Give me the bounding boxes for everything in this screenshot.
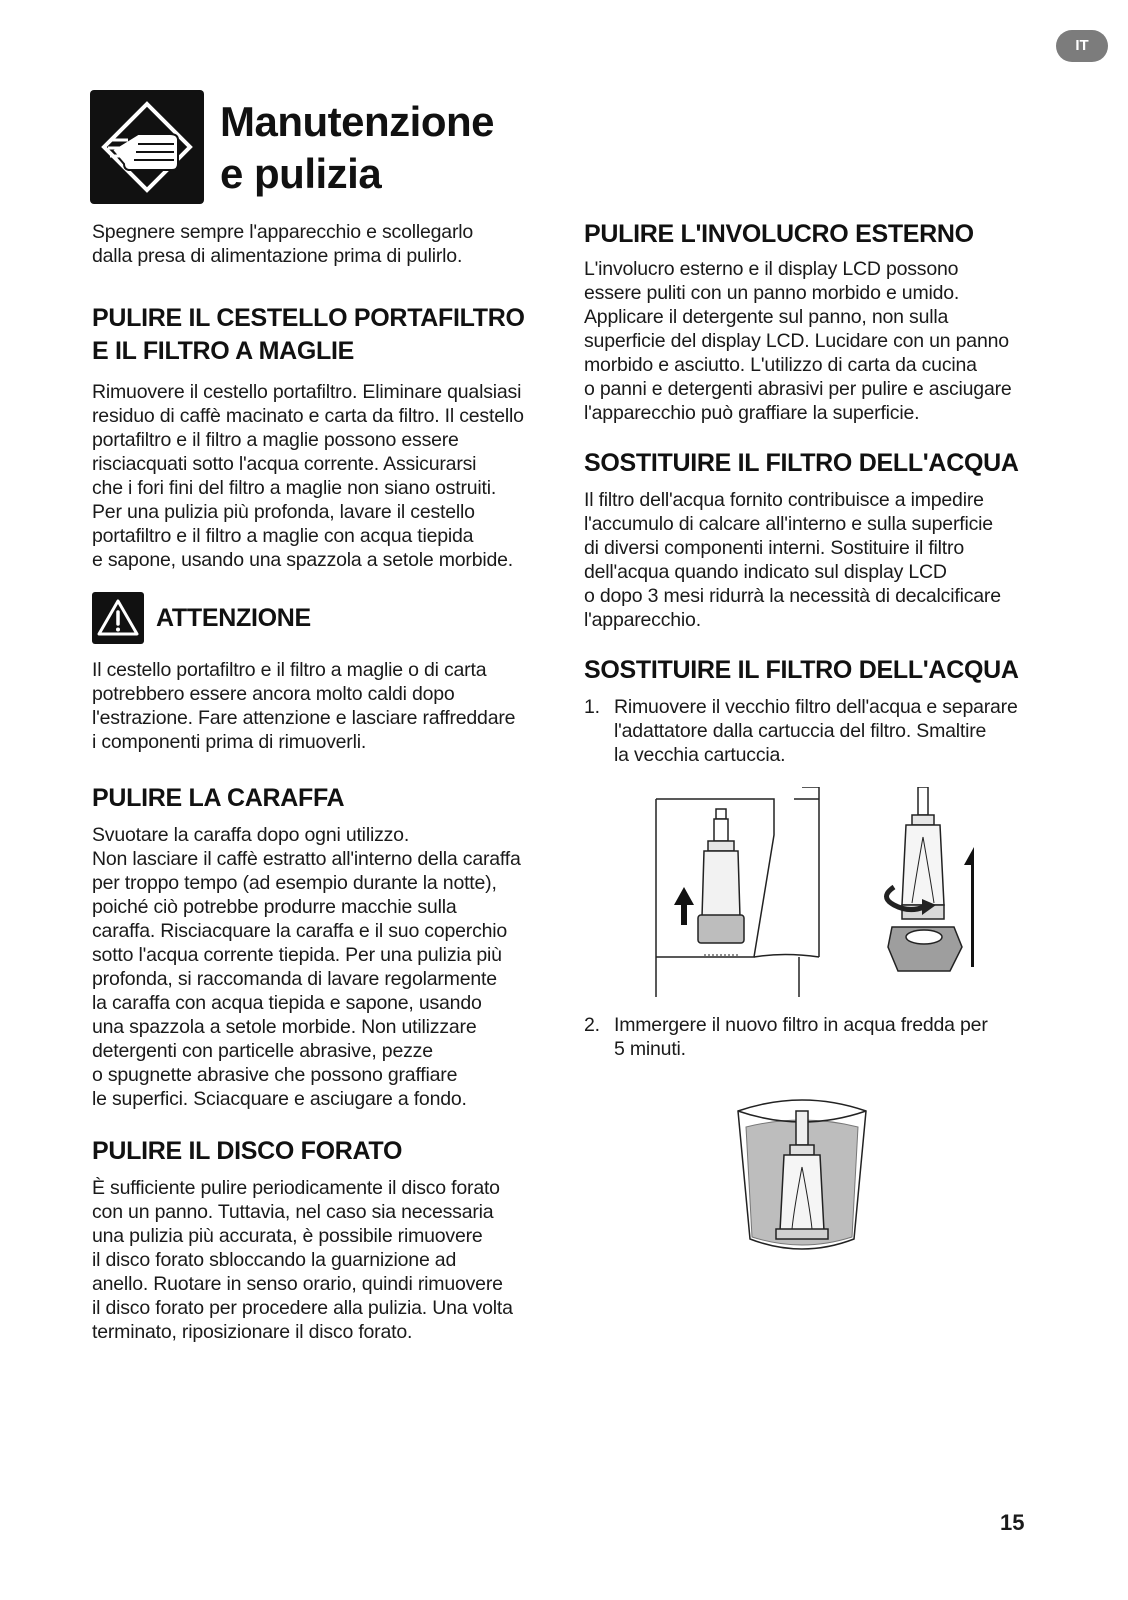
step-1: [584, 695, 1039, 767]
step-2-number: 2.: [584, 1014, 600, 1036]
section-body-housing: L'involucro esterno e il display LCD possono essere puliti con un panno morbido e umido. Applicare il detergente sul panno, non sulla superficie del display LCD. Lucidare con un panno morbido e asciutto. L'utilizzo di carta da cucina o panni e detergenti abrasivi per pulire e asciugare l'apparecchio può graffiare la superficie.: [584, 258, 1012, 424]
warning-icon: [92, 592, 144, 644]
left-column: [92, 220, 547, 1344]
warning-body: Il cestello portafiltro e il filtro a maglie o di carta potrebbero essere ancora molto caldi dopo l'estrazione. Fare attenzione e lasciare raffreddare i componenti prima di rimuoverli.: [92, 659, 516, 753]
step-1-text: Rimuovere il vecchio filtro dell'acqua e separare l'adattatore dalla cartuccia del filtro. Smaltire la vecchia cartuccia.: [614, 696, 1018, 766]
step-2-text: Immergere il nuovo filtro in acqua fredda per 5 minuti.: [614, 1014, 988, 1060]
cleaning-hand-icon: [90, 90, 204, 204]
section-heading-water-filter-steps: SOSTITUIRE IL FILTRO DELL'ACQUA: [584, 656, 1019, 684]
section-heading-disc: PULIRE IL DISCO FORATO: [92, 1137, 403, 1165]
right-column: [584, 218, 1039, 1259]
section-heading-housing: PULIRE L'INVOLUCRO ESTERNO: [584, 220, 974, 248]
section-heading-carafe: PULIRE LA CARAFFA: [92, 784, 345, 812]
section-heading-filter-basket: PULIRE IL CESTELLO PORTAFILTRO E IL FILTRO A MAGLIE: [92, 304, 525, 365]
filter-steps-list-2: [584, 1013, 1039, 1061]
step-2: [584, 1013, 1039, 1061]
title-line-1: Manutenzione: [220, 98, 494, 145]
intro-text: Spegnere sempre l'apparecchio e scollegarlo dalla presa di alimentazione prima di pulirlo.: [92, 221, 474, 267]
step-1-number: 1.: [584, 696, 600, 718]
filter-removal-illustration: [654, 787, 1039, 997]
section-body-disc: È sufficiente pulire periodicamente il disco forato con un panno. Tuttavia, nel caso sia necessaria una pulizia più accurata, è possibile rimuovere il disco forato sbloccando la guarnizione ad anello. Ruotare in senso orario, quindi rimuovere il disco forato per procedere alla pulizia. Una volta terminato, riposizionare il disco forato.: [92, 1177, 513, 1343]
filter-steps-list: [584, 695, 1039, 767]
section-heading-water-filter: SOSTITUIRE IL FILTRO DELL'ACQUA: [584, 449, 1019, 477]
warning-heading: ATTENZIONE: [156, 603, 311, 632]
filter-soaking-illustration: [732, 1089, 1039, 1259]
section-body-water-filter: Il filtro dell'acqua fornito contribuisce a impedire l'accumulo di calcare all'interno e sulla superficie di diversi componenti interni. Sostituire il filtro dell'acqua quando indicato sul display LCD o dopo 3 mesi ridurrà la necessità di decalcificare l'apparecchio.: [584, 489, 1001, 631]
section-body-filter-basket: Rimuovere il cestello portafiltro. Eliminare qualsiasi residuo di caffè macinato e carta da filtro. Il cestello portafiltro e il filtro a maglie possono essere risciacquati sotto l'acqua corrente. Assicurarsi che i fori fini del filtro a maglie non siano ostruiti. Per una pulizia più profonda, lavare il cestello portafiltro e il filtro a maglie con acqua tiepida e sapone, usando una spazzola a setole morbide.: [92, 381, 524, 571]
warning-header: [92, 590, 547, 646]
page-number: 15: [1000, 1510, 1025, 1535]
page-title: [220, 96, 494, 200]
title-line-2: e pulizia: [220, 150, 382, 197]
section-body-carafe: Svuotare la caraffa dopo ogni utilizzo. Non lasciare il caffè estratto all'interno della caraffa per troppo tempo (ad esempio durante la notte), poiché ciò potrebbe produrre macchie sulla caraffa. Risciacquare la caraffa e il suo coperchio sotto l'acqua corrente tiepida. Per una pulizia più profonda, si raccomanda di lavare regolarmente la caraffa con acqua tiepida e sapone, usando una spazzola a setole morbide. Non utilizzare detergenti con particelle abrasive, pezze o spugnette abrasive che possono graffiare le superfici. Sciacquare e asciugare a fondo.: [92, 824, 521, 1110]
language-badge: IT: [1056, 30, 1108, 62]
